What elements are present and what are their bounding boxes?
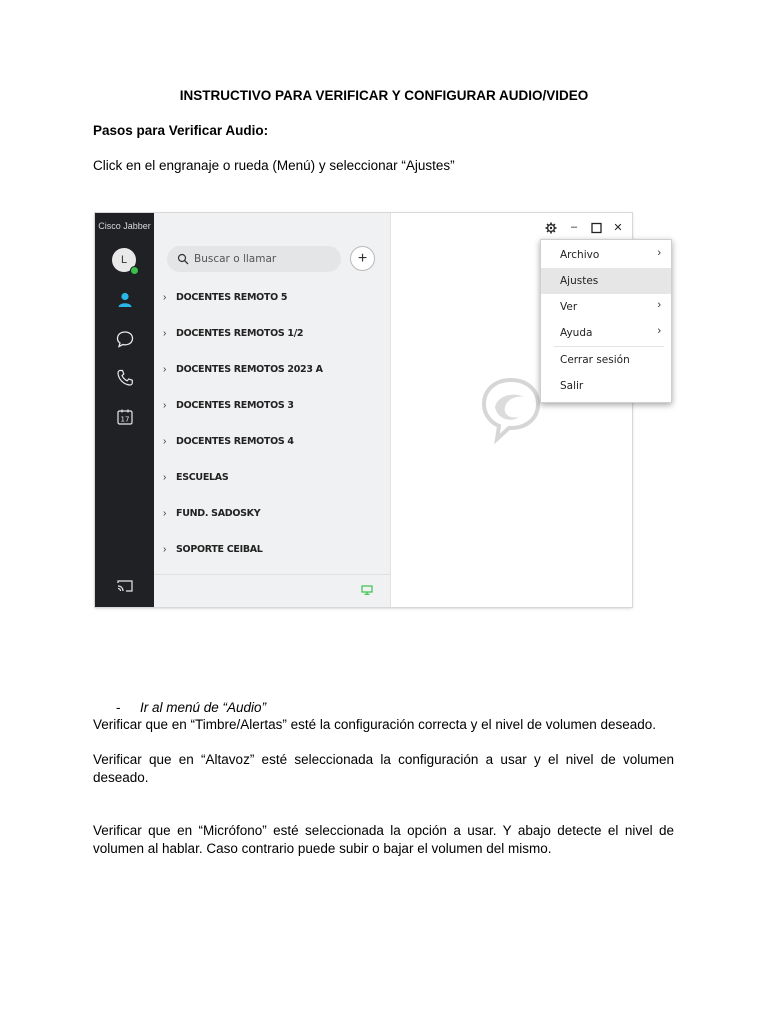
chevron-right-icon: › — [163, 472, 167, 483]
menu-item-salir[interactable] — [541, 373, 671, 399]
menu-label: Archivo — [560, 249, 600, 261]
group-label: FUND. SADOSKY — [176, 508, 261, 519]
group-label: DOCENTES REMOTO 5 — [176, 292, 288, 303]
calendar-icon[interactable] — [115, 407, 135, 427]
jabber-screenshot — [95, 213, 661, 607]
bullet-dash: - — [116, 700, 121, 715]
gear-icon[interactable] — [544, 221, 558, 235]
paragraph-microfono: Verificar que en “Micrófono” esté seleccionada la opción a usar. Y abajo detecte el nivel de volumen al hablar. Caso contrario puede subir o bajar el volumen del mismo. — [93, 823, 674, 856]
app-title: Cisco Jabber — [98, 221, 151, 231]
step-instruction: Click en el engranaje o rueda (Menú) y seleccionar “Ajustes” — [93, 158, 455, 173]
menu-label: Ajustes — [560, 275, 599, 287]
menu-label: Ayuda — [560, 327, 593, 339]
chevron-right-icon: › — [163, 508, 167, 519]
monitor-icon[interactable] — [361, 585, 373, 595]
contact-group[interactable] — [154, 433, 390, 453]
contact-group[interactable] — [154, 289, 390, 309]
chevron-right-icon: › — [657, 247, 661, 259]
contact-group[interactable] — [154, 397, 390, 417]
menu-label: Cerrar sesión — [560, 354, 630, 366]
phone-icon[interactable] — [115, 368, 135, 388]
chevron-right-icon: › — [163, 436, 167, 447]
contact-group[interactable] — [154, 541, 390, 561]
menu-item-ver[interactable] — [541, 294, 671, 320]
chevron-right-icon: › — [657, 325, 661, 337]
section-heading: Pasos para Verificar Audio: — [93, 123, 269, 138]
menu-label: Ver — [560, 301, 578, 313]
jabber-logo-icon — [481, 377, 541, 443]
chat-icon[interactable] — [115, 329, 135, 349]
chevron-right-icon: › — [163, 400, 167, 411]
bullet-text: Ir al menú de “Audio” — [140, 700, 267, 715]
avatar[interactable]: L — [112, 248, 136, 272]
paragraph-timbre: Verificar que en “Timbre/Alertas” esté la configuración correcta y el nivel de volumen deseado. — [93, 717, 657, 732]
search-placeholder: Buscar o llamar — [194, 253, 277, 265]
settings-menu — [540, 239, 672, 403]
contact-group[interactable] — [154, 361, 390, 381]
group-label: DOCENTES REMOTOS 4 — [176, 436, 294, 447]
calendar-day: 17 — [120, 415, 130, 424]
document-title: INSTRUCTIVO PARA VERIFICAR Y CONFIGURAR AUDIO/VIDEO — [179, 88, 589, 103]
contact-group[interactable] — [154, 469, 390, 489]
chevron-right-icon: › — [163, 328, 167, 339]
bullet-item — [116, 700, 266, 715]
group-label: SOPORTE CEIBAL — [176, 544, 263, 555]
minimize-button[interactable]: – — [570, 221, 578, 233]
add-contact-button[interactable]: + — [350, 246, 375, 271]
chevron-right-icon: › — [163, 292, 167, 303]
contact-group[interactable] — [154, 505, 390, 525]
search-input[interactable] — [167, 246, 341, 272]
divider — [154, 574, 390, 575]
contacts-panel — [154, 213, 391, 607]
menu-item-archivo[interactable] — [541, 242, 671, 268]
navigation-rail — [95, 213, 154, 607]
menu-item-ajustes[interactable] — [541, 268, 671, 294]
contact-group[interactable] — [154, 325, 390, 345]
chevron-right-icon: › — [163, 544, 167, 555]
menu-label: Salir — [560, 380, 584, 392]
menu-item-cerrar-sesion[interactable] — [541, 347, 671, 373]
cast-screen-icon[interactable] — [115, 576, 135, 596]
maximize-button[interactable] — [589, 222, 603, 234]
group-label: DOCENTES REMOTOS 2023 A — [176, 364, 323, 375]
chevron-right-icon: › — [163, 364, 167, 375]
group-label: ESCUELAS — [176, 472, 229, 483]
presence-dot — [130, 266, 139, 275]
paragraph-altavoz: Verificar que en “Altavoz” esté seleccionada la configuración a usar y el nivel de volumen deseado. — [93, 752, 674, 785]
chevron-right-icon: › — [657, 299, 661, 311]
menu-item-ayuda[interactable] — [541, 320, 671, 346]
group-label: DOCENTES REMOTOS 1/2 — [176, 328, 304, 339]
close-button[interactable]: ✕ — [613, 222, 623, 234]
search-icon — [177, 253, 189, 265]
contacts-icon[interactable] — [115, 290, 135, 310]
group-label: DOCENTES REMOTOS 3 — [176, 400, 294, 411]
